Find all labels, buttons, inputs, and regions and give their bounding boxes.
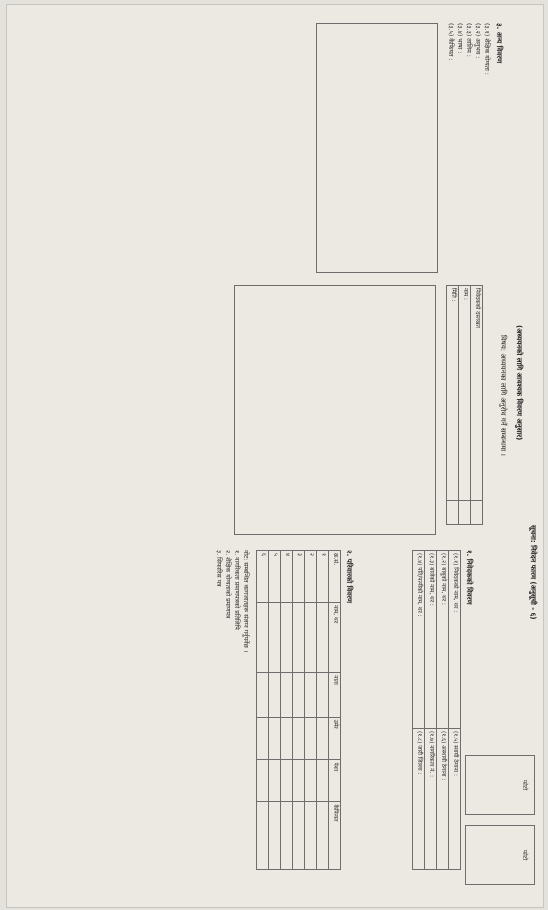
section-title: १. निवेदकको विवरण [465,550,473,605]
table-row: मिति : [447,286,459,525]
table-row: (१.४) पति/पत्नीको नाम, थर : (१.८) जारी जिल्ला : [413,551,425,870]
family-table [256,550,341,870]
rotated-form [7,5,543,907]
table-row: निवेदकको दस्तखत [471,286,483,525]
signature-section [234,285,483,535]
top-title: सूचना: निवेदन फारम (अनुसूची - ६) [529,525,537,620]
applicant-table [412,550,461,870]
photo-box-1 [465,825,535,885]
table-row: ३ [293,551,305,870]
table-row: (१.१) निवेदकको नाम, थर : (१.५) स्थायी ठेगाना : [449,551,461,870]
table-row: ६ [257,551,269,870]
other-details-section: ३. अन्य विवरण (३.१) शैक्षिक योग्यता : (३.२) अनुभव : (३.३) तालिम : (३.४) भाषा : (३.५) कैफियत : [316,23,503,273]
table-row: (१.२) बाबुको नाम, थर : (१.६) अस्थायी ठेगाना : [437,551,449,870]
signature-table [446,285,483,525]
form-heading: (अध्ययनको लागि आवश्यक विवरण अनुसार) [515,325,523,441]
section-title: २. परिवारको विवरण [345,550,353,604]
declaration-box [316,23,438,273]
table-row: ५ [269,551,281,870]
remarks-box [234,285,436,535]
table-row: २ [305,551,317,870]
footer-notes: नोट: सम्बन्धित कागजातहरू संलग्न गर्नुपर्नेछ । १. नागरिकता प्रमाणपत्रको प्रतिलिपि २. शैक्षिक योग्यताको प्रमाणपत्र ३. सिफारिस पत्र [215,550,249,653]
table-header-row: क्र.सं. नाम, थर नाता उमेर पेशा कैफियत [329,551,341,870]
table-row: १ [317,551,329,870]
applicant-section [412,550,473,880]
table-row: (१.३) बाजेको नाम, थर : (१.७) नागरिकता नं. : [425,551,437,870]
form-subheading: विषय: अध्ययनका लागि अनुरोध गर्ने सम्बन्धमा । [499,335,507,456]
table-row: ४ [281,551,293,870]
photo-label: फोटो [521,849,527,861]
table-row: नाम : [459,286,471,525]
section-title: ३. अन्य विवरण [495,23,503,64]
photo-label: फोटो [521,779,527,791]
family-section [214,550,353,880]
document-sheet [6,4,544,908]
photo-box-2 [465,755,535,815]
